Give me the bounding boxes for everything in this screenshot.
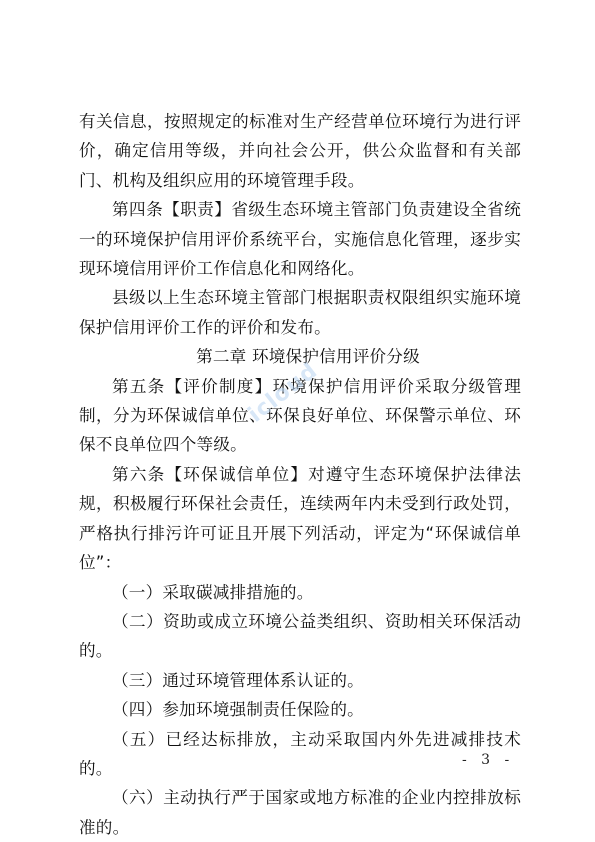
chapter-title: 第二章 环境保护信用评价分级 <box>196 347 420 367</box>
paragraph-definition-continued: 有关信息，按照规定的标准对生产经营单位环境行为进行评价，确定信用等级，并向社会公开，供公众监督和有关部门、机构及组织应用的环境管理手段。 <box>79 112 521 190</box>
list-item: （二）资助或成立环境公益类组织、资助相关环保活动的。 <box>79 611 521 661</box>
list-item: （四）参加环境强制责任保险的。 <box>112 700 364 720</box>
page-number: - 3 - <box>462 752 515 768</box>
paragraph-county-level: 县级以上生态环境主管部门根据职责权限组织实施环境保护信用评价工作的评价和发布。 <box>79 288 521 337</box>
list-item: （六）主动执行严于国家或地方标准的企业内控排放标准的。 <box>79 788 521 837</box>
paragraph-article-4: 第四条【职责】省级生态环境主管部门负责建设全省统一的环境保护信用评价系统平台，实施信息化管理，逐步实现环境信用评价工作信息化和网络化。 <box>79 200 521 279</box>
body-text <box>79 107 521 842</box>
watermark-text: icloud <box>243 358 323 428</box>
paragraph-article-6: 第六条【环保诚信单位】对遵守生态环境保护法律法规，积极履行环保社会责任，连续两年内未受到行政处罚，严格执行排污许可证且开展下列活动，评定为“环保诚信单位”： <box>79 464 521 573</box>
list-item: （五）已经达标排放，主动采取国内外先进减排技术的。 <box>79 729 521 778</box>
list-item: （三）通过环境管理体系认证的。 <box>112 670 364 690</box>
paragraph-article-5: 第五条【评价制度】环境保护信用评价采取分级管理制，分为环保诚信单位、环保良好单位、环保警示单位、环保不良单位四个等级。 <box>79 376 521 455</box>
list-item: （一）采取碳减排措施的。 <box>112 582 314 602</box>
